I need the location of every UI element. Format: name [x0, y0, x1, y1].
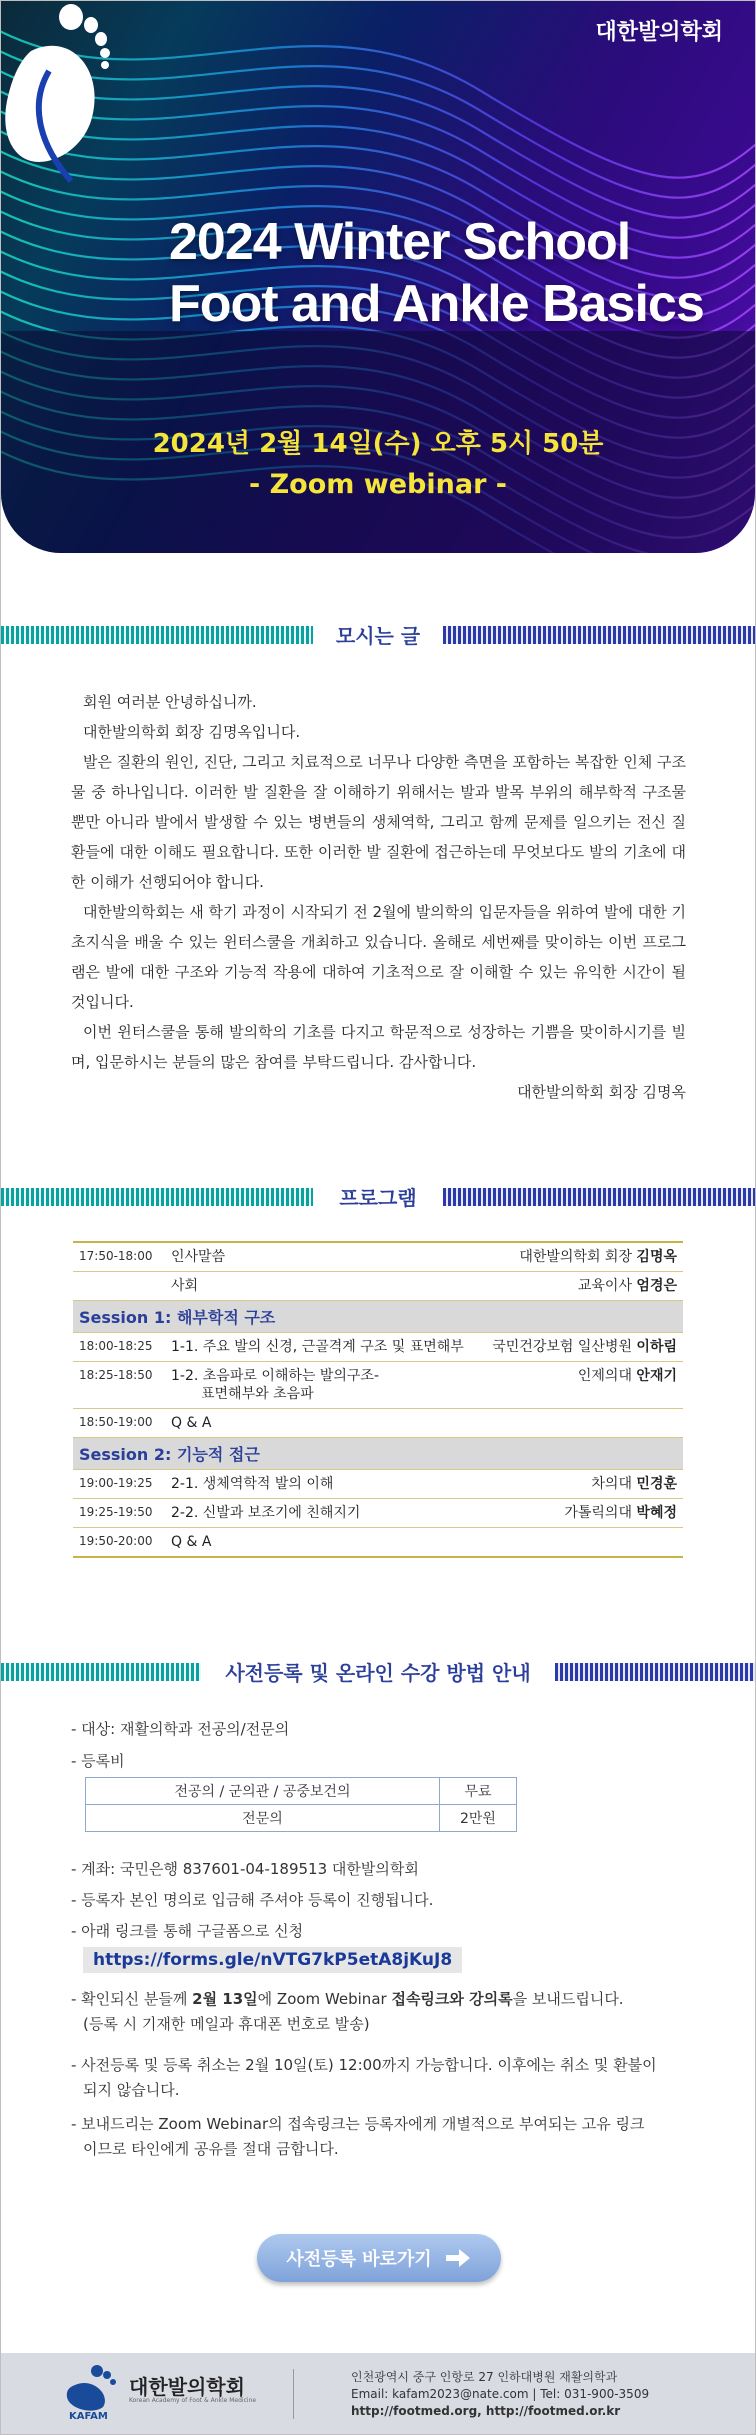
google-form-link[interactable]: https://forms.gle/nVTG7kP5etA8jKuJ8 — [83, 1947, 462, 1973]
program-table — [73, 1241, 683, 1558]
table-row: 19:00-19:25 2-1. 생체역학적 발의 이해 차의대 민경훈 — [73, 1470, 683, 1499]
greeting-paragraph: 발은 질환의 원인, 진단, 그리고 치료적으로 너무나 다양한 측면을 포함하는 복잡한 인체 구조물 중 하나입니다. 이러한 발 질환을 잘 이해하기 위해서는 발과 발목 부위의 해부학적 구조물 뿐만 아니라 발에서 발생할 수 있는 병변들의 생체역학, 그리고 함께 문제를 일으키는 전신 질환들에 대한 이해도 필요합니다. 또한 이러한 발 질환에 접근하는데 무엇보다도 발의 기초에 대한 이해가 선행되어야 합니다. — [71, 753, 686, 891]
table-row: 18:00-18:25 1-1. 주요 발의 신경, 근골격계 구조 및 표면해부 국민건강보험 일산병원 이하림 — [73, 1333, 683, 1362]
fee-table — [85, 1777, 517, 1832]
hero-title-line2: Foot and Ankle Basics — [169, 275, 704, 333]
table-row: 17:50-18:00 인사말씀 대한발의학회 회장 김명옥 — [73, 1243, 683, 1272]
footer-org-sub: Korean Academy of Foot & Ankle Medicine — [129, 2397, 257, 2404]
table-row: 19:50-20:00 Q & A — [79, 1534, 212, 1550]
registration-heading: 사전등록 및 온라인 수강 방법 안내 — [225, 1661, 531, 1685]
table-row: 사회 교육이사 엄경은 — [73, 1272, 683, 1301]
fee-label: - 등록비 — [71, 1752, 125, 1770]
greeting-heading: 모시는 글 — [335, 624, 421, 648]
session-header: Session 1: 해부학적 구조 — [73, 1301, 683, 1333]
greeting-paragraph: 이번 윈터스쿨을 통해 발의학의 기초를 다지고 학문적으로 성장하는 기쁨을 맞이하시기를 빌며, 입문하시는 분들의 많은 참여를 부탁드립니다. 감사합니다. — [71, 1023, 686, 1071]
footer-contact — [351, 2369, 649, 2420]
link-sharing-note: - 보내드리는 Zoom Webinar의 접속링크는 등록자에게 개별적으로 부여되는 고유 링크 — [71, 2115, 645, 2133]
hero-banner — [1, 1, 755, 553]
event-date: 2024년 2월 14일(수) 오후 5시 50분 — [152, 429, 604, 459]
greeting-paragraph: 대한발의학회는 새 학기 과정이 시작되기 전 2월에 발의학의 입문자들을 위하여 발에 대한 기초지식을 배울 수 있는 윈터스쿨을 개최하고 있습니다. 올해로 세번째를 맞이하는 이번 프로그램은 발에 대한 구조와 기능적 작용에 대하여 기초적으로 잘 이해할 수 있는 유익한 시간이 될 것입니다. — [71, 903, 686, 1011]
program-heading: 프로그램 — [339, 1186, 417, 1210]
table-row: 전공의 / 군의관 / 공중보건의 무료 — [86, 1778, 517, 1805]
arrow-right-icon — [444, 2247, 472, 2269]
table-row: 19:25-19:50 2-2. 신발과 보조기에 친해지기 가톨릭의대 박혜정 — [73, 1499, 683, 1528]
table-row: 18:50-19:00 Q & A — [73, 1409, 683, 1438]
registration-section-header — [1, 1661, 755, 1683]
footer — [1, 2353, 755, 2434]
hero-title-line1: 2024 Winter School — [169, 213, 631, 271]
confirm-subnote: (등록 시 기재한 메일과 휴대폰 번호로 발송) — [83, 2015, 370, 2033]
greeting-section-header — [1, 624, 755, 646]
link-sharing-note-cont: 이므로 타인에게 공유를 절대 금합니다. — [83, 2140, 339, 2158]
foot-logo-icon — [1, 1, 111, 191]
kafam-acronym: KAFAM — [69, 2411, 108, 2422]
hero-org-name: 대한발의학회 — [595, 20, 723, 45]
greeting-letter — [71, 687, 686, 1107]
form-note: - 아래 링크를 통해 구글폼으로 신청 — [71, 1922, 304, 1940]
bank-account: - 계좌: 국민은행 837601-04-189513 대한발의학회 — [71, 1860, 419, 1878]
kafam-logo-icon — [63, 2365, 117, 2411]
pre-registration-button[interactable] — [257, 2234, 501, 2282]
greeting-signature: 대한발의학회 회장 김명옥 — [517, 1083, 686, 1101]
confirm-note: - 확인되신 분들께 2월 13일에 Zoom Webinar 접속링크와 강의록을 보내드립니다. — [71, 1990, 624, 2008]
hero-title — [169, 211, 704, 335]
greeting-paragraph: 회원 여러분 안녕하십니까. — [83, 693, 257, 711]
footer-divider — [293, 2369, 294, 2419]
footer-address: 인천광역시 중구 인항로 27 인하대병원 재활의학과 — [351, 2370, 618, 2384]
target-audience: - 대상: 재활의학과 전공의/전문의 — [71, 1720, 290, 1738]
cancel-note: - 사전등록 및 등록 취소는 2월 10일(토) 12:00까지 가능합니다. 이후에는 취소 및 환불이 — [71, 2056, 657, 2074]
event-format: - Zoom webinar - — [248, 469, 508, 500]
table-row: 18:25-18:50 1-2. 초음파로 이해하는 발의구조- 표면해부와 초음파 인제의대 안재기 — [73, 1362, 683, 1409]
footer-email-tel: Email: kafam2023@nate.com | Tel: 031-900-3509 — [351, 2387, 650, 2401]
deposit-note: - 등록자 본인 명의로 입금해 주셔야 등록이 진행됩니다. — [71, 1891, 434, 1909]
greeting-paragraph: 대한발의학회 회장 김명옥입니다. — [83, 723, 301, 741]
pre-registration-label: 사전등록 바로가기 — [286, 2249, 432, 2270]
session-header: Session 2: 기능적 접근 — [73, 1438, 683, 1470]
footer-org-name: 대한발의학회 — [129, 2375, 245, 2399]
table-row: 전문의 2만원 — [86, 1805, 517, 1832]
cancel-note-cont: 되지 않습니다. — [83, 2081, 180, 2099]
program-section-header — [1, 1186, 755, 1208]
footer-websites[interactable]: http://footmed.org, http://footmed.or.kr — [351, 2404, 621, 2418]
